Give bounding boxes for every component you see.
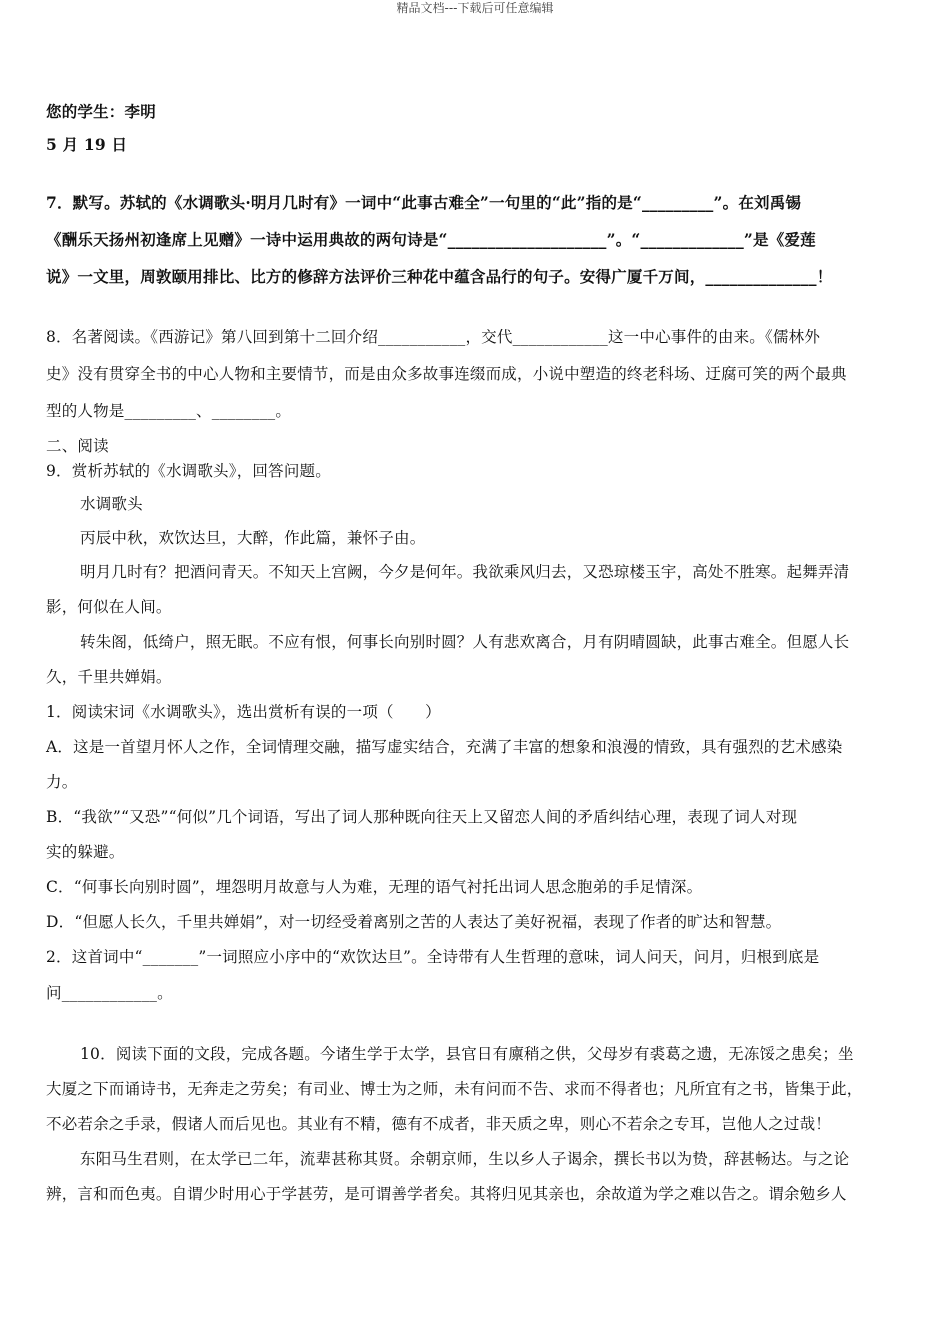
text-line: 说》一文里，周敦颐用排比、比方的修辞方法评价三种花中蕴含品行的句子。安得广厦千万间，______________！	[46, 267, 833, 286]
text-line: 久，千里共婵娟。	[46, 668, 172, 686]
text-line: 9．赏析苏轼的《水调歌头》，回答问题。	[46, 462, 331, 480]
text-line: 5 月 19 日	[46, 135, 128, 154]
text-line: 不必若余之手录，假诸人而后见也。其业有不精，德有不成者，非天质之卑，则心不若余之专耳，岂他人之过哉！	[46, 1115, 832, 1133]
text-line: B．“我欲”“又恐”“何似”几个词语，写出了词人那种既向往天上又留恋人间的矛盾纠结心理，表现了词人对现	[46, 808, 798, 826]
text-line: 东阳马生君则，在太学已二年，流辈甚称其贤。余朝京师，生以乡人子谒余，撰长书以为贽，辞甚畅达。与之论	[80, 1150, 850, 1168]
text-line: 大厦之下而诵诗书，无奔走之劳矣；有司业、博士为之师，未有问而不告、求而不得者也；凡所宜有之书，皆集于此，	[46, 1080, 863, 1098]
text-line: 水调歌头	[80, 495, 143, 513]
text-line: 2．这首词中“_______”一词照应小序中的“欢饮达旦”。全诗带有人生哲理的意味，词人问天，问月，归根到底是	[46, 948, 820, 966]
text-line: 史》没有贯穿全书的中心人物和主要情节，而是由众多故事连缀而成，小说中塑造的终老科场、迂腐可笑的两个最典	[46, 365, 847, 383]
text-line: 8．名著阅读。《西游记》第八回到第十二回介绍___________，交代____________这一中心事件的由来。《儒林外	[46, 328, 821, 346]
text-line: C．“何事长向别时圆”，埋怨明月故意与人为难，无理的语气衬托出词人思念胞弟的手足情深。	[46, 878, 703, 896]
text-line: 辨，言和而色夷。自谓少时用心于学甚劳，是可谓善学者矣。其将归见其亲也，余故道为学之难以告之。谓余勉乡人	[46, 1185, 847, 1203]
text-line: 问____________。	[46, 984, 173, 1002]
text-line: A．这是一首望月怀人之作，全词情理交融，描写虚实结合，充满了丰富的想象和浪漫的情致，具有强烈的艺术感染	[46, 738, 843, 756]
text-line: 型的人物是_________、________。	[46, 402, 292, 420]
page-header: 精品文档---下载后可任意编辑	[396, 1, 554, 15]
text-line: 1．阅读宋词《水调歌头》，选出赏析有误的一项（ ）	[46, 703, 441, 721]
text-line: 10．阅读下面的文段，完成各题。今诸生学于太学，县官日有廪稍之供，父母岁有裘葛之遗，无冻馁之患矣；坐	[80, 1045, 854, 1063]
text-line: 力。	[46, 773, 78, 791]
text-line: 7．默写。苏轼的《水调歌头·明月几时有》一词中“此事古难全”一句里的“此”指的是“_________”。在刘禹锡	[46, 193, 802, 212]
text-line: 转朱阁，低绮户，照无眠。不应有恨，何事长向别时圆？人有悲欢离合，月有阴晴圆缺，此事古难全。但愿人长	[80, 633, 850, 651]
text-line: 您的学生：李明	[46, 102, 156, 121]
text-line: 二、阅读	[46, 437, 109, 455]
text-line: D．“但愿人长久，千里共婵娟”，对一切经受着离别之苦的人表达了美好祝福，表现了作者的旷达和智慧。	[46, 913, 782, 931]
text-line: 丙辰中秋，欢饮达旦，大醉，作此篇，兼怀子由。	[80, 529, 426, 547]
text-line: 明月几时有？把酒问青天。不知天上宫阙，今夕是何年。我欲乘风归去，又恐琼楼玉宇，高处不胜寒。起舞弄清	[80, 563, 850, 581]
text-line: 《酬乐天扬州初逢席上见赠》一诗中运用典故的两句诗是“____________________”。“_____________”是《爱莲	[46, 230, 816, 249]
text-line: 实的躲避。	[46, 843, 125, 861]
text-line: 影，何似在人间。	[46, 598, 172, 616]
